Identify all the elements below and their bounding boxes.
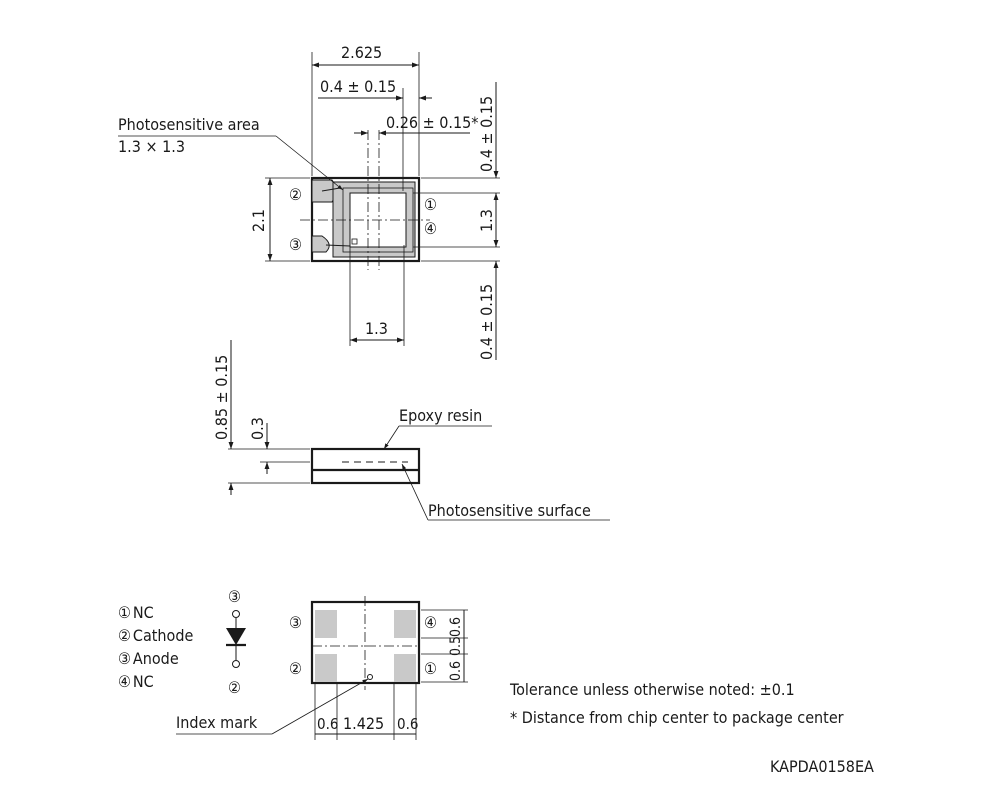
bottom-view: [176, 596, 468, 740]
dim-area: 1.3: [365, 319, 388, 338]
epoxy-resin-label: Epoxy resin: [399, 406, 483, 425]
dim-width: 2.625: [341, 43, 383, 62]
dim-pad-right: 0.6: [397, 715, 419, 733]
photosensitive-area-leader: [276, 136, 343, 190]
pin-legend-item: ③ Anode: [118, 649, 179, 668]
dim-thickness: 0.85 ± 0.15: [212, 354, 231, 440]
tolerance-note: Tolerance unless otherwise noted: ±0.1: [510, 680, 795, 699]
photosensitive-area-size: 1.3 × 1.3: [118, 137, 185, 156]
distance-note: * Distance from chip center to package center: [510, 708, 844, 727]
photosensitive-surface-leader: [402, 464, 428, 520]
top-view: [118, 43, 500, 360]
dim-center-offset: 0.26 ± 0.15*: [386, 113, 479, 132]
schematic-terminal-anode: [233, 611, 240, 618]
dim-pad-left: 0.6: [317, 715, 339, 733]
dim-surface: 0.3: [248, 417, 267, 440]
dim-pitch: 1.425: [343, 714, 385, 733]
dim-gap: 0.5: [448, 635, 464, 656]
index-mark-icon: [368, 675, 373, 680]
diode-symbol-icon: [226, 628, 246, 645]
bottom-pad-1: [394, 654, 416, 682]
side-view: [212, 340, 610, 520]
dim-chip-offset: 0.4 ± 0.15: [320, 77, 397, 96]
pin-legend: [118, 603, 193, 691]
bottom-pin-4: ④: [424, 613, 437, 632]
schematic-terminal-cathode: [233, 661, 240, 668]
notes: [509, 680, 874, 776]
bottom-pin-1: ①: [424, 659, 437, 678]
dim-pad-top: 0.6: [448, 616, 464, 637]
top-view-lead-pin3: [312, 236, 329, 252]
drawing-id: KAPDA0158EA: [770, 757, 874, 776]
photosensitive-surface-label: Photosensitive surface: [428, 501, 591, 520]
top-pin-4: ④: [424, 219, 437, 238]
dim-area-vertical: 1.3: [477, 209, 496, 232]
photosensitive-area-label: Photosensitive area: [118, 115, 260, 134]
epoxy-resin-leader: [384, 426, 399, 449]
bottom-pad-3: [315, 610, 337, 638]
pin-legend-item: ② Cathode: [118, 626, 194, 645]
schematic-pin-bottom: ②: [228, 678, 241, 697]
top-pin-1: ①: [424, 195, 437, 214]
bottom-pin-3: ③: [289, 613, 302, 632]
top-pin-2: ②: [289, 185, 302, 204]
bottom-pad-4: [394, 610, 416, 638]
bottom-pin-2: ②: [289, 659, 302, 678]
dim-bottom-margin: 0.4 ± 0.15: [477, 283, 496, 360]
top-pin-3: ③: [289, 235, 302, 254]
pin-legend-item: ① NC: [118, 603, 154, 622]
pin-legend-item: ④ NC: [118, 672, 154, 691]
bottom-pad-2: [315, 654, 337, 682]
dim-pad-bottom: 0.6: [448, 660, 464, 681]
dim-top-margin: 0.4 ± 0.15: [477, 95, 496, 172]
diode-schematic: [226, 587, 246, 697]
index-mark-label: Index mark: [176, 713, 258, 732]
dim-height: 2.1: [249, 209, 268, 232]
schematic-pin-top: ③: [228, 587, 241, 606]
